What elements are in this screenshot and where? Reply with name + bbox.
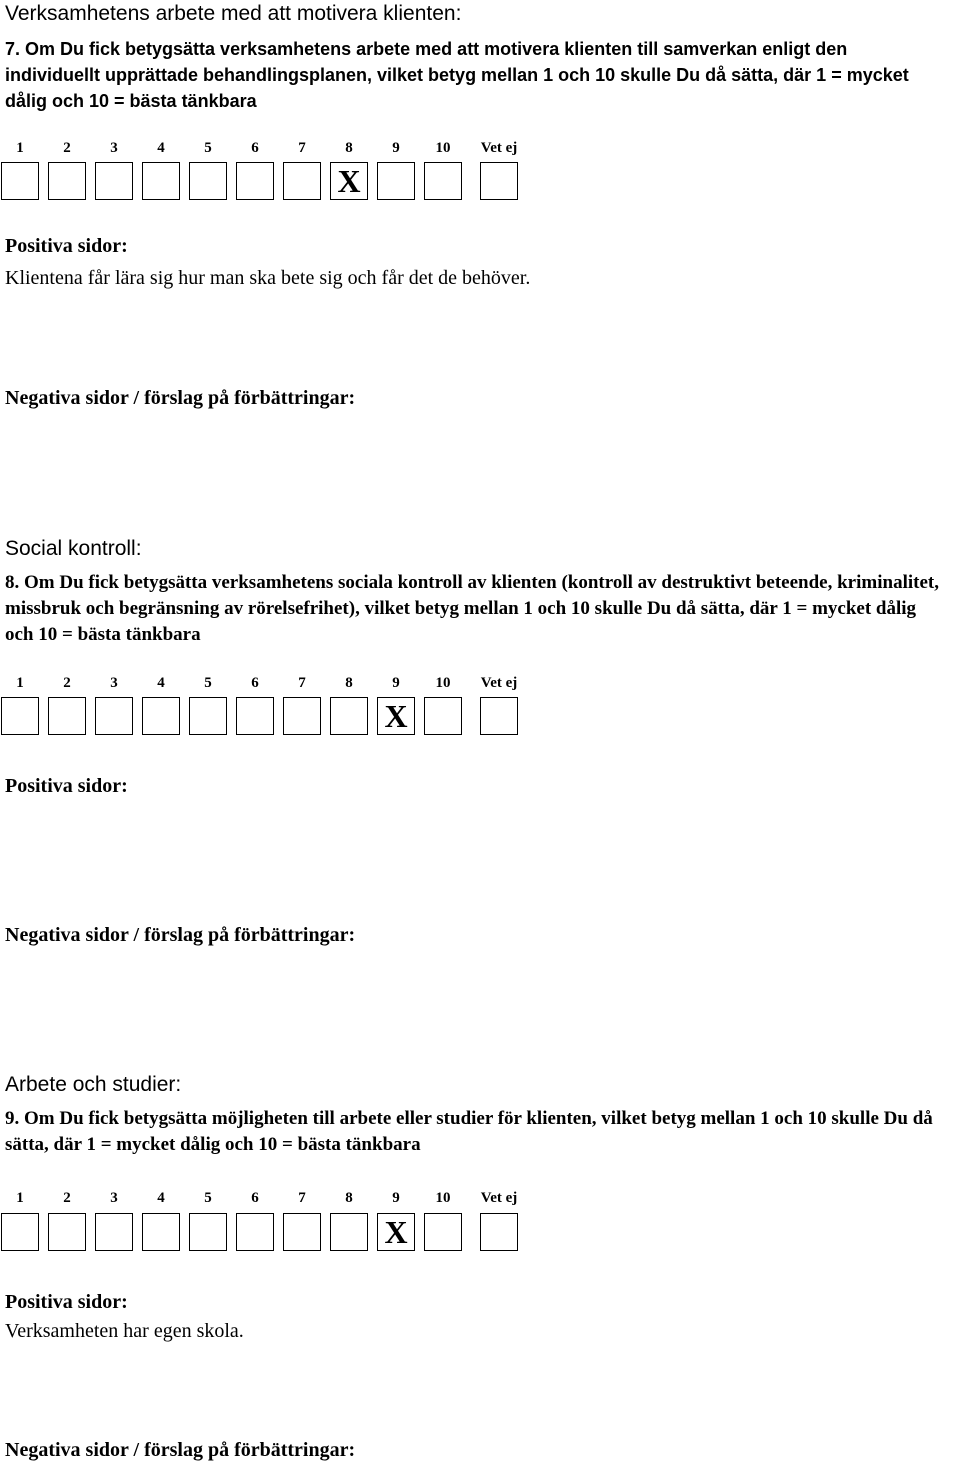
scale-label-8: 8 <box>345 1190 353 1206</box>
scale-label-2: 2 <box>63 675 71 691</box>
scale-label-4: 4 <box>157 140 165 156</box>
rating-checkbox-9[interactable]: X <box>377 697 415 735</box>
rating-checkbox-1[interactable] <box>1 162 39 200</box>
section-title-social-control: Social kontroll: <box>5 537 142 560</box>
scale-label-1: 1 <box>16 675 24 691</box>
scale-label-2: 2 <box>63 1190 71 1206</box>
positive-label-q8: Positiva sidor: <box>5 775 128 797</box>
scale-label-3: 3 <box>110 140 118 156</box>
scale-label-vet-ej: Vet ej <box>480 675 518 691</box>
scale-label-6: 6 <box>251 1190 259 1206</box>
scale-label-1: 1 <box>16 140 24 156</box>
rating-checkbox-10[interactable] <box>424 1213 462 1251</box>
rating-checkbox-7[interactable] <box>283 697 321 735</box>
scale-label-5: 5 <box>204 140 212 156</box>
scale-label-6: 6 <box>251 675 259 691</box>
rating-checkbox-vet-ej[interactable] <box>480 1213 518 1251</box>
rating-checkbox-8[interactable] <box>330 697 368 735</box>
scale-label-4: 4 <box>157 1190 165 1206</box>
rating-checkbox-2[interactable] <box>48 697 86 735</box>
question-9: 9. Om Du fick betygsätta möjligheten till arbete eller studier för klienten, vilket betyg mellan 1 och 10 skulle Du då sätta, där 1 = mycket dålig och 10 = bästa tänkbara <box>5 1108 933 1155</box>
question-8: 8. Om Du fick betygsätta verksamhetens sociala kontroll av klienten (kontroll av destruktivt beteende, kriminalitet, missbruk och begränsning av rörelsefrihet), vilket betyg mellan 1 och 10 skulle Du då sätta, där 1 = mycket dålig och 10 = bästa tänkbara <box>5 572 939 645</box>
rating-checkbox-9[interactable] <box>377 162 415 200</box>
rating-checkbox-1[interactable] <box>1 1213 39 1251</box>
scale-label-10: 10 <box>435 675 451 691</box>
positive-answer-q9: Verksamheten har egen skola. <box>5 1320 244 1342</box>
section-title-work-studies: Arbete och studier: <box>5 1073 182 1096</box>
scale-label-8: 8 <box>345 140 353 156</box>
rating-checkbox-2[interactable] <box>48 162 86 200</box>
scale-label-vet-ej: Vet ej <box>480 1190 518 1206</box>
scale-label-3: 3 <box>110 1190 118 1206</box>
rating-checkbox-6[interactable] <box>236 162 274 200</box>
rating-scale-labels-q7 <box>0 140 540 160</box>
rating-checkbox-5[interactable] <box>189 697 227 735</box>
scale-label-7: 7 <box>298 1190 306 1206</box>
scale-label-9: 9 <box>392 140 400 156</box>
rating-scale-labels-q9 <box>0 1190 540 1210</box>
rating-checkbox-5[interactable] <box>189 1213 227 1251</box>
rating-checkbox-6[interactable] <box>236 697 274 735</box>
rating-checkbox-3[interactable] <box>95 162 133 200</box>
rating-checkbox-vet-ej[interactable] <box>480 162 518 200</box>
scale-label-7: 7 <box>298 675 306 691</box>
rating-checkbox-3[interactable] <box>95 697 133 735</box>
rating-checkbox-7[interactable] <box>283 1213 321 1251</box>
rating-checkbox-4[interactable] <box>142 697 180 735</box>
scale-label-vet-ej: Vet ej <box>480 140 518 156</box>
positive-label-q9: Positiva sidor: <box>5 1291 128 1313</box>
negative-label-q7: Negativa sidor / förslag på förbättringar: <box>5 387 356 409</box>
scale-label-7: 7 <box>298 140 306 156</box>
rating-checkbox-9[interactable]: X <box>377 1213 415 1251</box>
negative-label-q8: Negativa sidor / förslag på förbättringar: <box>5 924 356 946</box>
rating-checkbox-3[interactable] <box>95 1213 133 1251</box>
scale-label-8: 8 <box>345 675 353 691</box>
scale-label-5: 5 <box>204 1190 212 1206</box>
scale-label-5: 5 <box>204 675 212 691</box>
rating-checkbox-vet-ej[interactable] <box>480 697 518 735</box>
scale-label-10: 10 <box>435 1190 451 1206</box>
scale-label-9: 9 <box>392 675 400 691</box>
rating-checkbox-4[interactable] <box>142 162 180 200</box>
negative-label-q9: Negativa sidor / förslag på förbättringar: <box>5 1439 356 1461</box>
rating-checkbox-4[interactable] <box>142 1213 180 1251</box>
positive-answer-q7: Klientena får lära sig hur man ska bete sig och får det de behöver. <box>5 267 531 289</box>
scale-label-4: 4 <box>157 675 165 691</box>
rating-checkbox-2[interactable] <box>48 1213 86 1251</box>
rating-scale-q8 <box>0 697 540 739</box>
rating-scale-q7 <box>0 162 540 204</box>
rating-checkbox-10[interactable] <box>424 697 462 735</box>
rating-scale-q9 <box>0 1213 540 1255</box>
rating-checkbox-8[interactable]: X <box>330 162 368 200</box>
scale-label-6: 6 <box>251 140 259 156</box>
rating-checkbox-1[interactable] <box>1 697 39 735</box>
scale-label-1: 1 <box>16 1190 24 1206</box>
scale-label-9: 9 <box>392 1190 400 1206</box>
rating-checkbox-8[interactable] <box>330 1213 368 1251</box>
positive-label-q7: Positiva sidor: <box>5 235 128 257</box>
rating-checkbox-6[interactable] <box>236 1213 274 1251</box>
rating-checkbox-10[interactable] <box>424 162 462 200</box>
scale-label-3: 3 <box>110 675 118 691</box>
rating-checkbox-7[interactable] <box>283 162 321 200</box>
scale-label-2: 2 <box>63 140 71 156</box>
scale-label-10: 10 <box>435 140 451 156</box>
rating-scale-labels-q8 <box>0 675 540 695</box>
rating-checkbox-5[interactable] <box>189 162 227 200</box>
section-title-motivation: Verksamhetens arbete med att motivera klienten: <box>5 2 462 25</box>
question-7: 7. Om Du fick betygsätta verksamhetens arbete med att motivera klienten till samverkan enligt den individuellt upprättade behandlingsplanen, vilket betyg mellan 1 och 10 skulle Du då sätta, där 1 = mycket dålig och 10 = bästa tänkbara <box>5 39 909 111</box>
